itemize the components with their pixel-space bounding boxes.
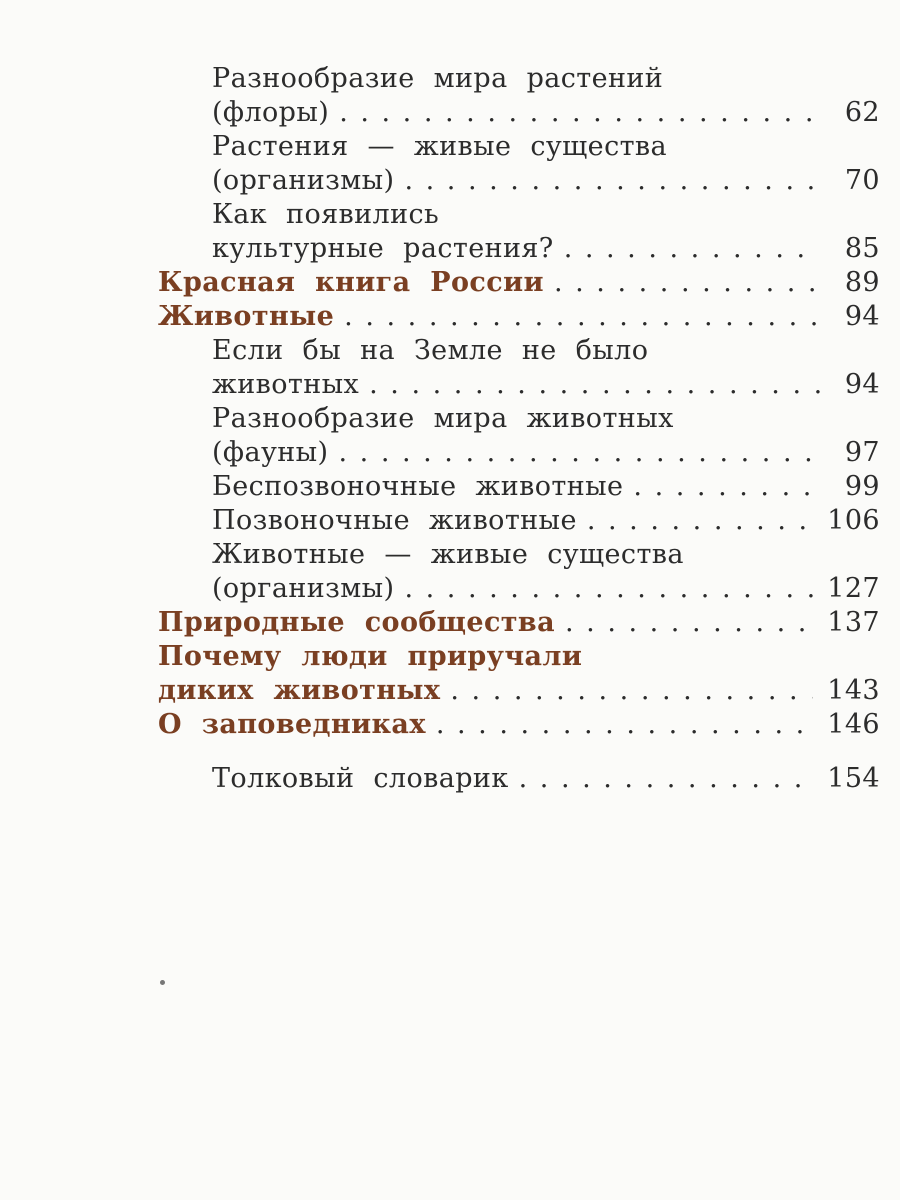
toc-entry-title: Как появились: [212, 199, 440, 230]
toc-page-number: 85: [844, 233, 880, 264]
toc-subsection-entry: [0, 538, 880, 606]
toc-entry-title: О заповедниках: [158, 709, 426, 740]
toc-entry-title: (фауны): [212, 437, 329, 468]
toc-entry-title: диких животных: [158, 675, 441, 706]
toc-entry-title: Животные — живые существа: [212, 539, 684, 570]
toc-entry-line: [0, 198, 880, 232]
toc-page-number: 94: [844, 369, 880, 400]
toc-entry-title: Животные: [158, 301, 335, 332]
toc-spacer: [0, 742, 900, 762]
toc-entry-title: (организмы): [212, 573, 395, 604]
toc-entry-title: Беспозвоночные животные: [212, 471, 624, 502]
toc-entry-title: Растения — живые существа: [212, 131, 668, 162]
toc-entry-line: [0, 130, 880, 164]
toc-entry-title: Природные сообщества: [158, 607, 555, 638]
toc-leader-dots: [339, 96, 820, 130]
toc-leader-dots: [450, 674, 813, 708]
toc-entry-title: культурные растения?: [212, 233, 554, 264]
toc-entry-title: Почему люди приручали: [158, 641, 583, 672]
toc-entry-line: [0, 436, 880, 470]
toc-entry-line: [0, 232, 880, 266]
print-mark: [160, 980, 165, 985]
toc-section-entry: [0, 300, 880, 334]
toc-leader-dots: [436, 708, 813, 742]
toc-entry-title: Красная книга России: [158, 267, 544, 298]
toc-entry-title: животных: [212, 369, 360, 400]
toc-leader-dots: [404, 164, 820, 198]
toc-entry-line: [0, 572, 880, 606]
toc-entry-line: [0, 334, 880, 368]
toc-page-number: 106: [827, 505, 880, 536]
toc-leader-dots: [404, 572, 813, 606]
toc-page-number: 99: [844, 471, 880, 502]
toc-subsection-entry: [0, 62, 880, 130]
toc-subsection-entry: [0, 334, 880, 402]
toc-entry-line: [0, 504, 880, 538]
toc-subsection-entry: [0, 504, 880, 538]
toc-entry-line: [0, 606, 880, 640]
toc-subsection-entry: [0, 402, 880, 470]
toc-page-number: 89: [844, 267, 880, 298]
toc-entry-line: [0, 266, 880, 300]
toc-entry-title: (флоры): [212, 97, 330, 128]
toc-entry-line: [0, 538, 880, 572]
toc-leader-dots: [369, 368, 820, 402]
toc-page-number: 62: [844, 97, 880, 128]
toc-leader-dots: [554, 266, 820, 300]
toc-subsection-entry: [0, 762, 880, 796]
toc-page-number: 146: [827, 709, 880, 740]
toc-page-number: 143: [827, 675, 880, 706]
toc-leader-dots: [564, 232, 820, 266]
toc-entry-title: Разнообразие мира растений: [212, 63, 664, 94]
toc-entry-line: [0, 640, 880, 674]
toc-entry-line: [0, 300, 880, 334]
toc-leader-dots: [565, 606, 813, 640]
toc-entry-line: [0, 674, 880, 708]
toc-page-number: 97: [844, 437, 880, 468]
toc-entry-title: Позвоночные животные: [212, 505, 577, 536]
toc-leader-dots: [338, 436, 820, 470]
toc-leader-dots: [519, 762, 814, 796]
toc-page-number: 154: [827, 763, 880, 794]
toc-entry-title: Разнообразие мира животных: [212, 403, 674, 434]
toc-leader-dots: [587, 504, 813, 538]
toc-entry-line: [0, 762, 880, 796]
toc-section-entry: [0, 266, 880, 300]
toc-entry-line: [0, 164, 880, 198]
toc-section-entry: [0, 640, 880, 708]
toc-entry-line: [0, 402, 880, 436]
toc-entry-line: [0, 368, 880, 402]
toc-page-number: 70: [844, 165, 880, 196]
toc-entry-title: Толковый словарик: [212, 763, 509, 794]
toc-page-number: 137: [827, 607, 880, 638]
table-of-contents: [0, 62, 900, 796]
toc-section-entry: [0, 708, 880, 742]
toc-entry-line: [0, 62, 880, 96]
toc-page-number: 127: [827, 573, 880, 604]
toc-entry-line: [0, 708, 880, 742]
toc-entry-title: (организмы): [212, 165, 395, 196]
toc-subsection-entry: [0, 470, 880, 504]
toc-entry-title: Если бы на Земле не было: [212, 335, 649, 366]
toc-leader-dots: [344, 300, 820, 334]
toc-subsection-entry: [0, 130, 880, 198]
toc-page-number: 94: [844, 301, 880, 332]
toc-subsection-entry: [0, 198, 880, 266]
toc-section-entry: [0, 606, 880, 640]
toc-entry-line: [0, 96, 880, 130]
toc-entry-line: [0, 470, 880, 504]
toc-leader-dots: [633, 470, 820, 504]
